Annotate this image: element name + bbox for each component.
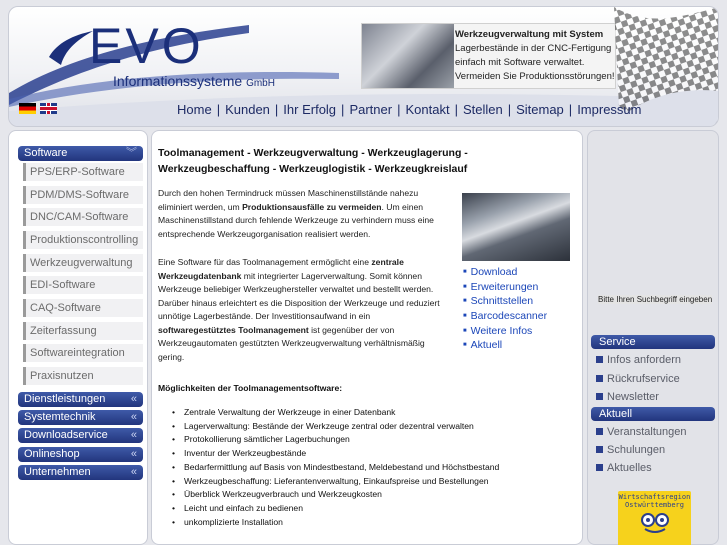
link-download[interactable]: ■ Download xyxy=(463,265,547,280)
nav-kunden[interactable]: Kunden xyxy=(225,102,270,117)
bold-text: softwaregestütztes Toolmanagement xyxy=(158,324,309,335)
link-erweiterungen[interactable]: ■ Erweiterungen xyxy=(463,280,547,295)
german-flag-icon[interactable] xyxy=(19,103,36,114)
badge-text xyxy=(618,493,691,509)
nav-separator: | xyxy=(216,102,221,117)
main-content xyxy=(151,130,583,545)
nav-separator: | xyxy=(454,102,458,117)
link-schnittstellen[interactable]: ■ Schnittstellen xyxy=(463,294,547,309)
smiley-face-icon xyxy=(640,512,670,534)
nav-ihr-erfolg[interactable]: Ihr Erfolg xyxy=(283,102,337,117)
nav-separator: | xyxy=(568,102,573,117)
chevron-left-icon: « xyxy=(130,393,137,405)
category-label: Software xyxy=(24,147,68,159)
options-heading: Möglichkeiten der Toolmanagementsoftware: xyxy=(158,383,343,393)
category-label: Unternehmen xyxy=(24,466,91,478)
link-aktuell[interactable]: ■ Aktuell xyxy=(463,338,547,353)
list-item: • Werkzeugbeschaffung: Lieferantenverwaltung, Einkaufspreise und Bestellungen xyxy=(172,475,499,489)
nav-separator: | xyxy=(507,102,512,117)
promo-line: einfach mit Software verwaltet. xyxy=(455,57,585,68)
sidebar-item-pdm-dms[interactable]: PDM/DMS-Software xyxy=(23,186,143,204)
chevron-down-icon: ︾ xyxy=(126,147,137,159)
category-dienstleistungen[interactable] xyxy=(18,392,143,407)
list-item: • Überblick Werkzeugverbrauch und Werkzeugkosten xyxy=(172,488,499,502)
service-heading: Service xyxy=(591,335,715,349)
text: . Um einen Maschinenstillstand durch fehlende Werkzeuge zu verhindern muss eine entsprechende Werkzeugorganisation realisiert werden. xyxy=(158,201,434,239)
logo[interactable]: EVO xyxy=(89,18,204,74)
badge-line: Ostwürttemberg xyxy=(624,501,684,509)
aktuell-item-veranstaltungen[interactable]: Veranstaltungen xyxy=(596,426,687,438)
text: ist gegenüber der von Werkzeugautomaten gestützten Werkzeugverwaltung verhältnismäßig gering. xyxy=(158,324,425,362)
link-weitere-infos[interactable]: ■ Weitere Infos xyxy=(463,324,547,339)
tool-links xyxy=(463,265,547,353)
sidebar-item-softwareintegration[interactable]: Softwareintegration xyxy=(23,344,143,362)
aktuell-item-schulungen[interactable]: Schulungen xyxy=(596,444,665,456)
left-sidebar xyxy=(8,130,148,545)
nav-separator: | xyxy=(274,102,279,117)
list-item: • Lagerverwaltung: Bestände der Werkzeuge zentral oder dezentral verwalten xyxy=(172,420,499,434)
language-selector xyxy=(19,103,57,121)
category-downloadservice[interactable] xyxy=(18,428,143,443)
chevron-left-icon: « xyxy=(130,429,137,441)
nav-sitemap[interactable]: Sitemap xyxy=(516,102,564,117)
sidebar-item-edi[interactable]: EDI-Software xyxy=(23,276,143,294)
logo-subtitle xyxy=(113,73,275,89)
category-label: Dienstleistungen xyxy=(24,393,106,405)
link-barcodescanner[interactable]: ■ Barcodescanner xyxy=(463,309,547,324)
promo-title: Werkzeugverwaltung mit System xyxy=(455,29,604,40)
promo-line: Vermeiden Sie Produktionsstörungen! xyxy=(455,71,615,82)
category-label: Systemtechnik xyxy=(24,411,96,423)
bold-text: Produktionsausfälle zu vermeiden xyxy=(242,201,382,212)
right-sidebar xyxy=(587,130,719,545)
text: mit integrierter Lagerverwaltung. Somit können Werkzeuge beliebiger Werkzeughersteller verwaltet und bestellt werden. Darüber hinaus erleichtert es die Disposition der Werkzeuge und reduziert unnötige Lagerbestände. Der Investitionsaufwand in ein xyxy=(158,270,440,321)
list-item: • unkomplizierte Installation xyxy=(172,516,499,530)
logo-subtitle-text: Informationssysteme xyxy=(113,73,243,89)
list-item: • Protokollierung sämtlicher Lagerbuchungen xyxy=(172,433,499,447)
category-label: Onlineshop xyxy=(24,448,80,460)
nav-stellen[interactable]: Stellen xyxy=(462,102,503,117)
nav-kontakt[interactable]: Kontakt xyxy=(405,102,450,117)
list-item: • Bedarfermittlung auf Basis von Mindestbestand, Meldebestand und Höchstbestand xyxy=(172,461,499,475)
service-item-infos-anfordern[interactable]: Infos anfordern xyxy=(596,354,681,366)
category-label: Downloadservice xyxy=(24,429,108,441)
category-onlineshop[interactable] xyxy=(18,447,143,462)
promo-line: Lagerbestände in der CNC-Fertigung xyxy=(455,43,612,54)
list-item: • Inventur der Werkzeugbestände xyxy=(172,447,499,461)
sidebar-item-praxisnutzen[interactable]: Praxisnutzen xyxy=(23,367,143,385)
sidebar-item-dnc-cam[interactable]: DNC/CAM-Software xyxy=(23,208,143,226)
service-item-rueckrufservice[interactable]: Rückrufservice xyxy=(596,373,680,385)
text: Durch den hohen Termindruck müssen Maschinenstillstände nahezu eliminiert werden, um xyxy=(158,188,419,212)
tool-holders-image xyxy=(462,193,570,261)
chevron-left-icon: « xyxy=(130,466,137,478)
nav-impressum[interactable]: Impressum xyxy=(577,102,642,117)
promo-banner[interactable] xyxy=(361,23,616,89)
badge-line: Wirtschaftsregion xyxy=(618,493,691,501)
list-item: • Zentrale Verwaltung der Werkzeuge in einer Datenbank xyxy=(172,406,499,420)
options-list xyxy=(172,406,499,529)
list-item: • Leicht und einfach zu bedienen xyxy=(172,502,499,516)
nav-separator: | xyxy=(341,102,345,117)
chevron-left-icon: « xyxy=(130,411,137,423)
logo-subtitle-suffix: GmbH xyxy=(246,78,275,89)
nav-home[interactable]: Home xyxy=(177,102,212,117)
sidebar-item-pps-erp[interactable]: PPS/ERP-Software xyxy=(23,163,143,181)
sidebar-item-caq[interactable]: CAQ-Software xyxy=(23,299,143,317)
wirtschaftsregion-badge[interactable] xyxy=(618,491,691,545)
sidebar-item-produktionscontrolling[interactable]: Produktionscontrolling xyxy=(23,231,143,249)
description-paragraph xyxy=(158,256,450,364)
category-unternehmen[interactable] xyxy=(18,465,143,480)
header xyxy=(8,6,719,127)
aktuell-heading: Aktuell xyxy=(591,407,715,421)
intro-paragraph xyxy=(158,187,454,241)
sidebar-item-zeiterfassung[interactable]: Zeiterfassung xyxy=(23,322,143,340)
page-title: Toolmanagement - Werkzeugverwaltung - Werkzeuglagerung - Werkzeugbeschaffung - Werkzeuglogistik - Werkzeugkreislauf xyxy=(158,147,468,175)
english-flag-icon[interactable] xyxy=(40,103,57,114)
text: Eine Software für das Toolmanagement ermöglicht eine xyxy=(158,257,372,267)
category-software[interactable] xyxy=(18,146,143,161)
search-input[interactable]: Bitte Ihren Suchbegriff eingeben xyxy=(598,295,713,304)
service-item-newsletter[interactable]: Newsletter xyxy=(596,391,659,403)
cnc-tool-image xyxy=(362,24,454,88)
nav-partner[interactable]: Partner xyxy=(349,102,393,117)
sidebar-item-werkzeugverwaltung[interactable]: Werkzeugverwaltung xyxy=(23,254,143,272)
bold-text: zentrale Werkzeugdatenbank xyxy=(158,257,404,281)
nav-separator: | xyxy=(397,102,401,117)
aktuell-item-aktuelles[interactable]: Aktuelles xyxy=(596,462,652,474)
category-systemtechnik[interactable] xyxy=(18,410,143,425)
promo-text xyxy=(455,28,615,84)
top-navigation xyxy=(177,102,641,117)
chevron-left-icon: « xyxy=(130,448,137,460)
